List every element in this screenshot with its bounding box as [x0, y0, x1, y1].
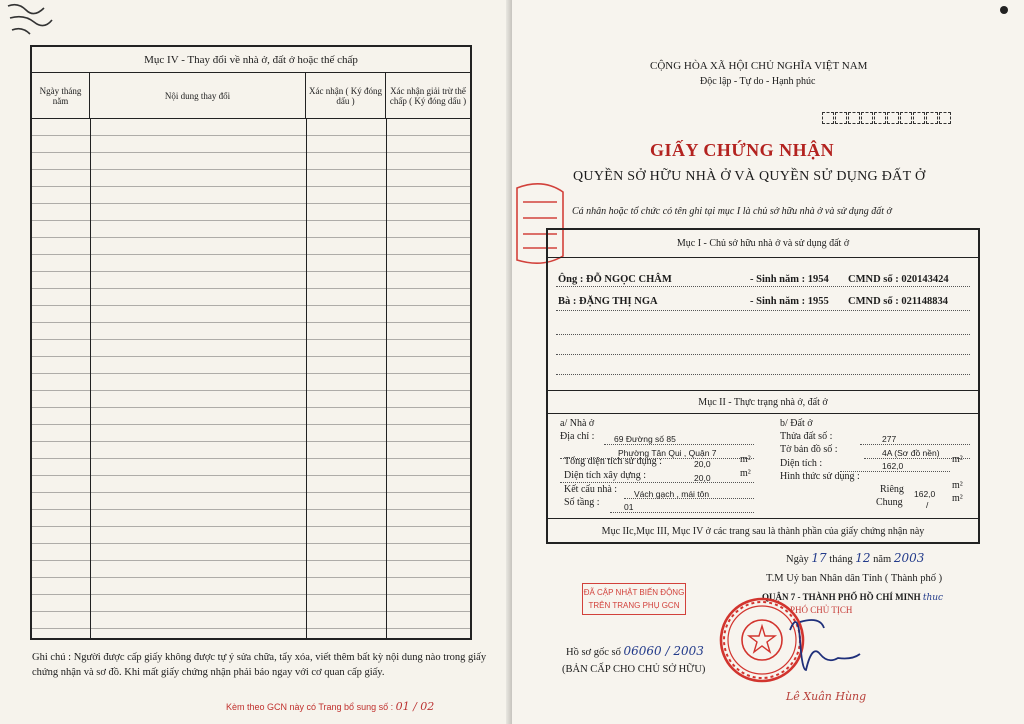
- shared-value: /: [926, 500, 929, 510]
- handwritten-scribble: [4, 0, 56, 40]
- republic-heading: CỘNG HÒA XÃ HỘI CHỦ NGHĨA VIỆT NAM: [650, 60, 868, 72]
- land-area-value: 162,0: [882, 461, 904, 471]
- owner-name: ĐẶNG THỊ NGA: [579, 296, 658, 307]
- certificate-table: [546, 228, 980, 544]
- house-heading: a/ Nhà ở: [560, 418, 595, 429]
- column-content: Nội dung thay đổi: [90, 73, 306, 119]
- month-label: tháng: [829, 554, 853, 565]
- intro-text: Cá nhân hoặc tổ chức có tên ghi tại mục I là chủ sở hữu nhà ở và sử dụng đất ở: [572, 206, 892, 217]
- supplement-number: 01 / 02: [395, 700, 435, 713]
- address-label: Địa chỉ :: [560, 431, 595, 442]
- motto: Độc lập - Tự do - Hạnh phúc: [700, 76, 816, 87]
- owner-birth: - Sinh năm : 1955: [750, 296, 829, 307]
- dossier-label: Hồ sơ gốc số: [566, 647, 621, 658]
- land-area-label: Diện tích :: [780, 458, 823, 469]
- serial-number-boxes: [822, 112, 952, 124]
- section-ii-title: Mục II - Thực trạng nhà ở, đất ở: [548, 390, 978, 414]
- column-divider: [386, 119, 387, 638]
- column-confirm: Xác nhận ( Ký đóng dấu ): [306, 73, 386, 119]
- built-area-unit: m²: [740, 468, 751, 479]
- stamp-line-1: ĐÃ CẬP NHẬT BIẾN ĐỘNG: [583, 588, 685, 597]
- column-divider: [90, 119, 91, 638]
- total-area-value: 20,0: [694, 459, 711, 469]
- issue-date: [786, 551, 924, 565]
- district-note: thuc: [922, 593, 944, 603]
- signature: [760, 610, 890, 680]
- floors-value: 01: [624, 502, 634, 512]
- built-area-label: Diện tích xây dựng :: [564, 470, 647, 481]
- land-area-unit: m²: [952, 454, 963, 465]
- dotted-line: [560, 482, 754, 483]
- month-value: 12: [855, 551, 871, 565]
- total-area-unit: m²: [740, 454, 751, 465]
- dotted-line: [860, 444, 970, 445]
- land-heading: b/ Đất ở: [780, 418, 813, 429]
- certificate-title: GIẤY CHỨNG NHẬN: [650, 140, 835, 160]
- shared-unit: m²: [952, 493, 963, 504]
- address-line-1: 69 Đường số 85: [614, 434, 676, 444]
- dossier-number: [566, 644, 704, 658]
- day-value: 17: [811, 551, 827, 565]
- year-value: 2003: [893, 551, 925, 565]
- dotted-line: [556, 286, 970, 287]
- private-label: Riêng: [880, 484, 904, 495]
- year-label: năm: [873, 554, 892, 565]
- private-value: 162,0: [914, 489, 936, 499]
- district-name: QUẬN 7 - THÀNH PHỐ HỒ CHÍ MINH: [762, 592, 921, 602]
- floors-label: Số tầng :: [564, 497, 600, 508]
- section-i-title: Mục I - Chủ sở hữu nhà ở và sử dụng đất ở: [548, 230, 978, 258]
- map-value: 4A (Sơ đồ nền): [882, 448, 940, 458]
- dotted-line: [556, 374, 970, 375]
- authority: T.M Uỷ ban Nhân dân Tỉnh ( Thành phố ): [766, 573, 943, 584]
- ink-speck: [1000, 6, 1008, 14]
- certificate-subtitle: QUYỀN SỞ HỮU NHÀ Ở VÀ QUYỀN SỬ DỤNG ĐẤT Ở: [573, 169, 926, 184]
- private-unit: m²: [952, 480, 963, 491]
- address-line-2: Phường Tân Qui , Quận 7: [618, 448, 717, 458]
- dotted-line: [624, 498, 754, 499]
- table-rows: [32, 119, 470, 638]
- structure-value: Vách gạch , mái tôn: [634, 489, 710, 499]
- dotted-line: [556, 310, 970, 311]
- owner-prefix: Ông :: [558, 274, 584, 285]
- dotted-line: [604, 444, 754, 445]
- changes-table: [30, 45, 472, 640]
- map-label: Tờ bản đồ số :: [780, 444, 838, 455]
- table-header: [32, 73, 470, 119]
- copy-note: (BẢN CẤP CHO CHỦ SỞ HỮU): [562, 664, 706, 675]
- total-area-label: Tổng diện tích sử dụng :: [564, 456, 662, 467]
- vice-chair-title: PHÓ CHỦ TỊCH: [790, 605, 853, 615]
- column-date: Ngày tháng năm: [32, 73, 90, 119]
- signer-name: Lê Xuân Hùng: [786, 690, 867, 703]
- section-footer-note: Mục IIc,Mục III, Mục IV ở các trang sau là thành phần của giấy chứng nhận này: [548, 518, 978, 544]
- structure-label: Kết cấu nhà :: [564, 484, 618, 495]
- update-stamp: [582, 583, 686, 615]
- plot-value: 277: [882, 434, 897, 444]
- owner-row: [558, 274, 949, 285]
- owner-id: CMND số : 020143424: [848, 274, 949, 285]
- owner-id: CMND số : 021148834: [848, 296, 949, 307]
- owner-birth: - Sinh năm : 1954: [750, 274, 829, 285]
- note-text: Ghi chú : Người được cấp giấy không được tự ý sửa chữa, tẩy xóa, viết thêm bất kỳ nội dung nào trong giấy chứng nhận và sơ đồ. Khi mất giấy chứng nhận phải báo ngay với cơ quan cấp giấy.: [32, 652, 487, 678]
- plot-label: Thửa đất số :: [780, 431, 833, 442]
- dotted-line: [610, 512, 754, 513]
- stamp-line-2: TRÊN TRANG PHỤ GCN: [588, 601, 680, 610]
- dossier-value: 06060 / 2003: [623, 644, 704, 658]
- day-label: Ngày: [786, 554, 809, 565]
- built-area-value: 20,0: [694, 473, 711, 483]
- column-divider: [306, 119, 307, 638]
- owner-row: [558, 296, 949, 307]
- shared-label: Chung: [876, 497, 903, 508]
- owner-name: ĐỖ NGỌC CHÂM: [586, 274, 672, 285]
- column-release: Xác nhận giải trừ thế chấp ( Ký đóng dấu ): [389, 86, 467, 106]
- dotted-line: [556, 334, 970, 335]
- dotted-line: [556, 354, 970, 355]
- supplement-label: Kèm theo GCN này có Trang bổ sung số :: [226, 702, 394, 712]
- use-form-label: Hình thức sử dụng :: [780, 471, 860, 482]
- owner-prefix: Bà :: [558, 296, 577, 307]
- supplement-note: [226, 700, 434, 713]
- section-iv-title: Mục IV - Thay đổi về nhà ở, đất ở hoặc thế chấp: [32, 47, 470, 73]
